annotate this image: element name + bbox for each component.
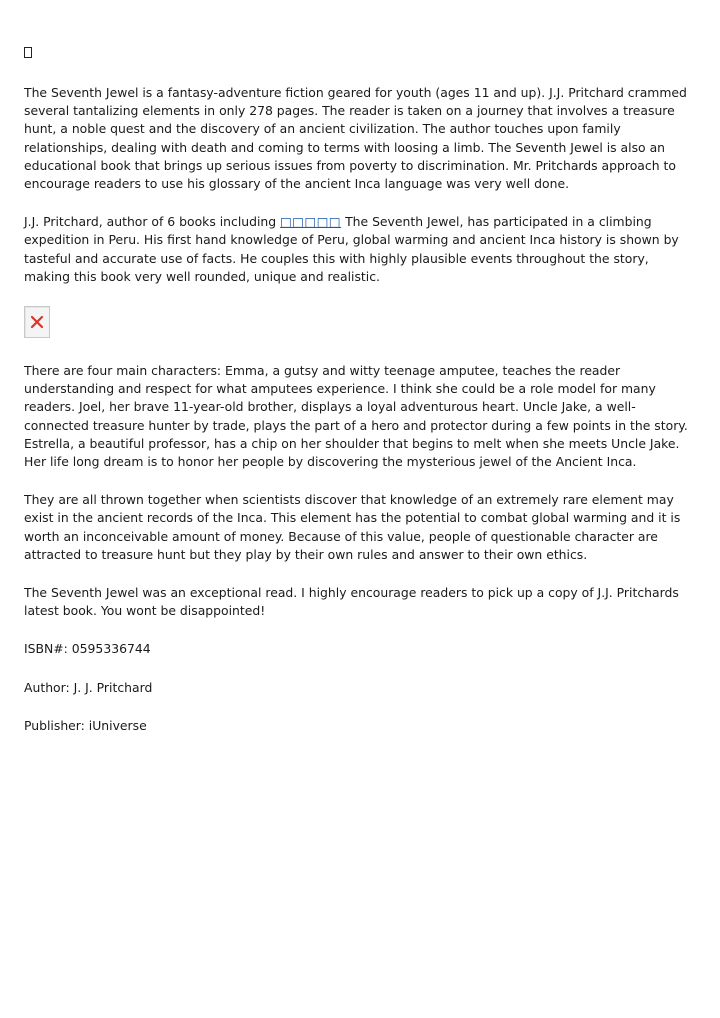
- missing-glyph: [24, 44, 696, 62]
- paragraph-plot: They are all thrown together when scientists discover that knowledge of an extremely rare element may exist in the ancient records of the Inca. This element has the potential to combat global warming and it is worth an inconceivable amount of money. Because of this value, people of questionable character are attracted to treasure hunt but they play by their own rules and answer to their own ethics.: [24, 492, 681, 562]
- red-x-icon: [30, 315, 44, 329]
- paragraph-author-tail: The Seventh Jewel, has participated in a climbing expedition in Peru. His first hand knowledge of Peru, global warming and ancient Inca history is shown by tasteful and accurate use of facts. He couples this with highly plausible events throughout the story, making this book very well rounded, unique and realistic.: [24, 214, 679, 284]
- paragraph-author: [24, 213, 696, 286]
- publisher-line: Publisher: iUniverse: [24, 717, 147, 733]
- author-books-link[interactable]: □□□□□: [280, 214, 342, 230]
- isbn-line: ISBN#: 0595336744: [24, 641, 151, 657]
- paragraph-intro: The Seventh Jewel is a fantasy-adventure fiction geared for youth (ages 11 and up). J.J. Pritchard crammed several tantalizing elements in only 278 pages. The reader is taken on a journey that involves a treasure hunt, a noble quest and the discovery of an ancient civilization. The author touches upon family relationships, dealing with death and coming to terms with loosing a limb. The Seventh Jewel is also an educational book that brings up serious issues from poverty to discrimination. Mr. Pritchards approach to encourage readers to use his glossary of the ancient Inca language was very well done.: [24, 85, 687, 192]
- paragraph-verdict: The Seventh Jewel was an exceptional read. I highly encourage readers to pick up a copy of J.J. Pritchards latest book. You wont be disappointed!: [24, 585, 679, 619]
- author-line: Author: J. J. Pritchard: [24, 679, 153, 695]
- missing-glyph-box-icon: [24, 47, 32, 58]
- broken-image-icon: [24, 306, 50, 338]
- document-page: [24, 44, 696, 755]
- paragraph-characters: There are four main characters: Emma, a gutsy and witty teenage amputee, teaches the reader understanding and respect for what amputees experience. I think she could be a role model for many readers. Joel, her brave 11-year-old brother, displays a loyal adventurous heart. Uncle Jake, a well-connected treasure hunter by trade, plays the part of a hero and protector during a few points in the story. Estrella, a beautiful professor, has a chip on her shoulder that begins to melt when she meets Uncle Jake. Her life long dream is to honor her people by discovering the mysterious jewel of the Ancient Inca.: [24, 363, 688, 470]
- paragraph-author-lead: J.J. Pritchard, author of 6 books including: [24, 214, 281, 230]
